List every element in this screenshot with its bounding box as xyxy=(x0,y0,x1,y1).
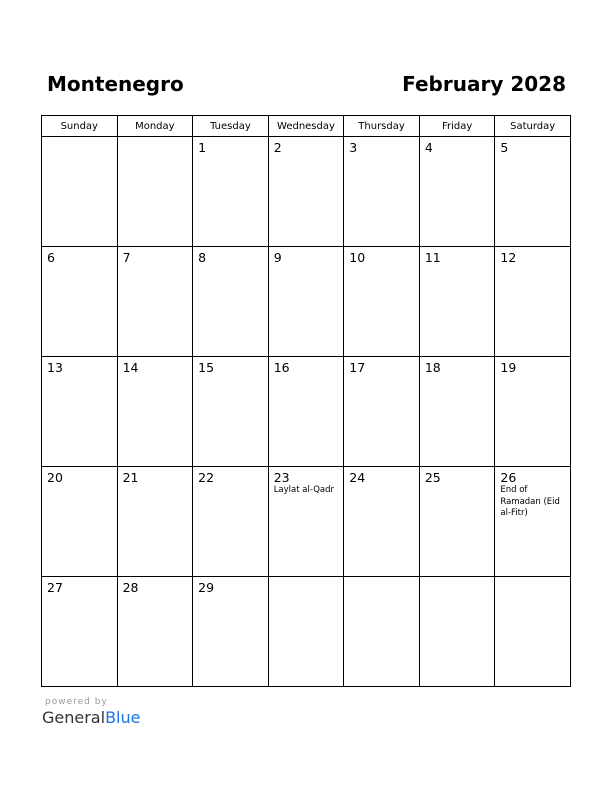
day-number: 4 xyxy=(424,140,433,155)
day-cell xyxy=(42,247,118,357)
day-cell xyxy=(495,577,571,687)
week-row xyxy=(42,247,571,357)
day-number xyxy=(42,137,117,140)
day-cell xyxy=(344,247,420,357)
day-number: 20 xyxy=(47,470,63,485)
day-cell xyxy=(419,357,495,467)
day-number: 1 xyxy=(198,140,207,155)
day-cell xyxy=(193,137,269,247)
calendar-grid xyxy=(41,115,571,687)
day-cell xyxy=(193,247,269,357)
day-cell xyxy=(117,137,193,247)
day-number: 25 xyxy=(424,470,441,485)
day-number: 22 xyxy=(198,470,215,485)
day-cell xyxy=(268,467,344,577)
day-number xyxy=(420,577,495,580)
day-cell xyxy=(268,247,344,357)
day-cell xyxy=(344,577,420,687)
day-number: 15 xyxy=(198,360,215,375)
calendar-month-title: February 2028 xyxy=(402,72,566,96)
day-number: 14 xyxy=(122,360,139,375)
day-cell xyxy=(495,247,571,357)
day-number: 28 xyxy=(122,580,139,595)
day-number: 3 xyxy=(349,140,358,155)
day-cell xyxy=(268,577,344,687)
day-number: 29 xyxy=(198,580,215,595)
day-number: 7 xyxy=(122,250,131,265)
generalblue-logo-link[interactable] xyxy=(42,708,140,728)
day-number: 23 xyxy=(273,470,290,485)
day-cell xyxy=(495,357,571,467)
day-number: 17 xyxy=(349,360,366,375)
weekday-header: Monday xyxy=(117,116,193,137)
day-number: 12 xyxy=(500,250,517,265)
day-number: 21 xyxy=(122,470,139,485)
day-number: 13 xyxy=(47,360,63,375)
day-cell xyxy=(42,467,118,577)
holiday-label: Laylat al-Qadr xyxy=(273,485,335,495)
day-number: 9 xyxy=(273,250,282,265)
day-cell xyxy=(117,247,193,357)
day-cell xyxy=(344,467,420,577)
day-cell xyxy=(419,577,495,687)
day-number: 19 xyxy=(500,360,517,375)
day-number: 27 xyxy=(47,580,63,595)
day-number: 26 xyxy=(500,470,517,485)
brand-name-part2: Blue xyxy=(105,708,141,727)
day-cell xyxy=(419,247,495,357)
day-number: 16 xyxy=(273,360,290,375)
weekday-header: Tuesday xyxy=(193,116,269,137)
day-cell xyxy=(268,137,344,247)
week-row xyxy=(42,357,571,467)
day-cell xyxy=(42,137,118,247)
day-cell xyxy=(419,467,495,577)
day-cell xyxy=(42,577,118,687)
day-cell xyxy=(117,467,193,577)
day-number xyxy=(118,137,193,140)
day-cell xyxy=(268,357,344,467)
day-number: 2 xyxy=(273,140,282,155)
day-number: 5 xyxy=(500,140,509,155)
day-cell xyxy=(193,467,269,577)
day-cell xyxy=(495,137,571,247)
day-number: 8 xyxy=(198,250,207,265)
day-number: 18 xyxy=(424,360,441,375)
day-cell xyxy=(117,577,193,687)
holiday-label: End of Ramadan (Eid al-Fitr) xyxy=(500,485,560,518)
week-row xyxy=(42,467,571,577)
weekday-header: Friday xyxy=(419,116,495,137)
week-row xyxy=(42,577,571,687)
day-cell xyxy=(419,137,495,247)
day-cell xyxy=(344,137,420,247)
weekday-header: Saturday xyxy=(495,116,571,137)
day-number: 6 xyxy=(47,250,55,265)
calendar-country-title: Montenegro xyxy=(47,72,184,96)
weekday-header: Thursday xyxy=(344,116,420,137)
day-number xyxy=(495,577,570,580)
day-cell xyxy=(193,577,269,687)
weekday-header-row xyxy=(42,116,571,137)
week-row xyxy=(42,137,571,247)
powered-by-text: powered by xyxy=(45,697,108,707)
day-number: 24 xyxy=(349,470,366,485)
day-number xyxy=(269,577,344,580)
day-number: 11 xyxy=(424,250,441,265)
day-cell xyxy=(117,357,193,467)
brand-name-part1: General xyxy=(42,708,106,727)
day-cell xyxy=(344,357,420,467)
weekday-header: Sunday xyxy=(42,116,118,137)
day-cell xyxy=(42,357,118,467)
weekday-header: Wednesday xyxy=(268,116,344,137)
day-number xyxy=(344,577,419,580)
day-cell xyxy=(495,467,571,577)
day-cell xyxy=(193,357,269,467)
day-number: 10 xyxy=(349,250,366,265)
